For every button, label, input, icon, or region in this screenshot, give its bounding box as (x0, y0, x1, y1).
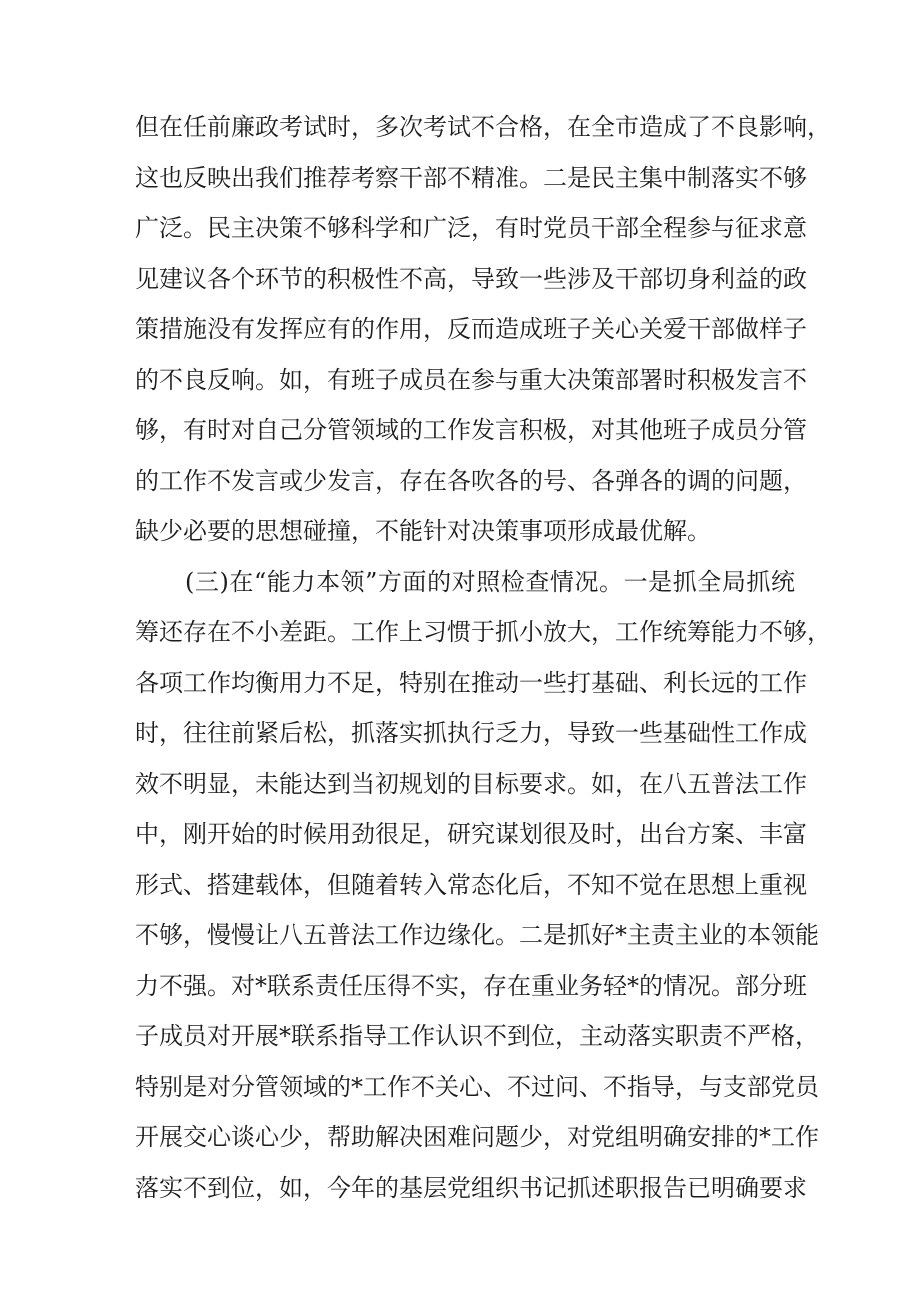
text-line: 落实不到位，如，今年的基层党组织书记抓述职报告已明确要求 (135, 1173, 807, 1202)
text-line: 开展交心谈心少，帮助解决困难问题少，对党组明确安排的*工作 (135, 1123, 819, 1151)
text-line: 缺少必要的思想碰撞，不能针对决策事项形成最优解。 (135, 517, 711, 545)
text-line: 筹还存在不小差距。工作上习惯于抓小放大，工作统筹能力不够， (135, 618, 831, 646)
text-line: 这也反映出我们推荐考察干部不精准。二是民主集中制落实不够 (135, 163, 807, 192)
text-line: 形式、搭建载体，但随着转入常态化后，不知不觉在思想上重视 (135, 870, 807, 899)
text-line: 力不强。对*联系责任压得不实，存在重业务轻*的情况。部分班 (135, 971, 807, 1000)
text-line: 的工作不发言或少发言，存在各吹各的号、各弹各的调的问题， (135, 466, 807, 495)
text-line: 各项工作均衡用力不足，特别在推动一些打基础、利长远的工作 (135, 668, 807, 697)
text-line: 时，往往前紧后松，抓落实抓执行乏力，导致一些基础性工作成 (135, 719, 807, 747)
text-line: 够，有时对自己分管领域的工作发言积极，对其他班子成员分管 (135, 416, 807, 444)
text-line: 策措施没有发挥应有的作用，反而造成班子关心关爱干部做样子 (135, 315, 807, 343)
text-line: 中，刚开始的时候用劲很足，研究谋划很及时，出台方案、丰富 (135, 820, 807, 848)
text-line: 不够，慢慢让八五普法工作边缘化。二是抓好*主责主业的本领能 (135, 921, 819, 949)
text-line: 广泛。民主决策不够科学和广泛，有时党员干部全程参与征求意 (135, 214, 807, 242)
text-line: 特别是对分管领域的*工作不关心、不过问、不指导，与支部党员 (135, 1072, 819, 1101)
text-line: 效不明显，未能达到当初规划的目标要求。如，在八五普法工作 (135, 769, 807, 798)
text-line: 但在任前廉政考试时，多次考试不合格，在全市造成了不良影响， (135, 113, 831, 141)
text-line: 见建议各个环节的积极性不高，导致一些涉及干部切身利益的政 (135, 264, 807, 293)
section-heading-line: (三)在“能力本领”方面的对照检查情况。一是抓全局抓统 (185, 567, 795, 596)
text-line: 的不良反响。如，有班子成员在参与重大决策部署时积极发言不 (135, 365, 807, 394)
text-line: 子成员对开展*联系指导工作认识不到位，主动落实职责不严格， (135, 1022, 819, 1050)
document-body (135, 102, 831, 1213)
